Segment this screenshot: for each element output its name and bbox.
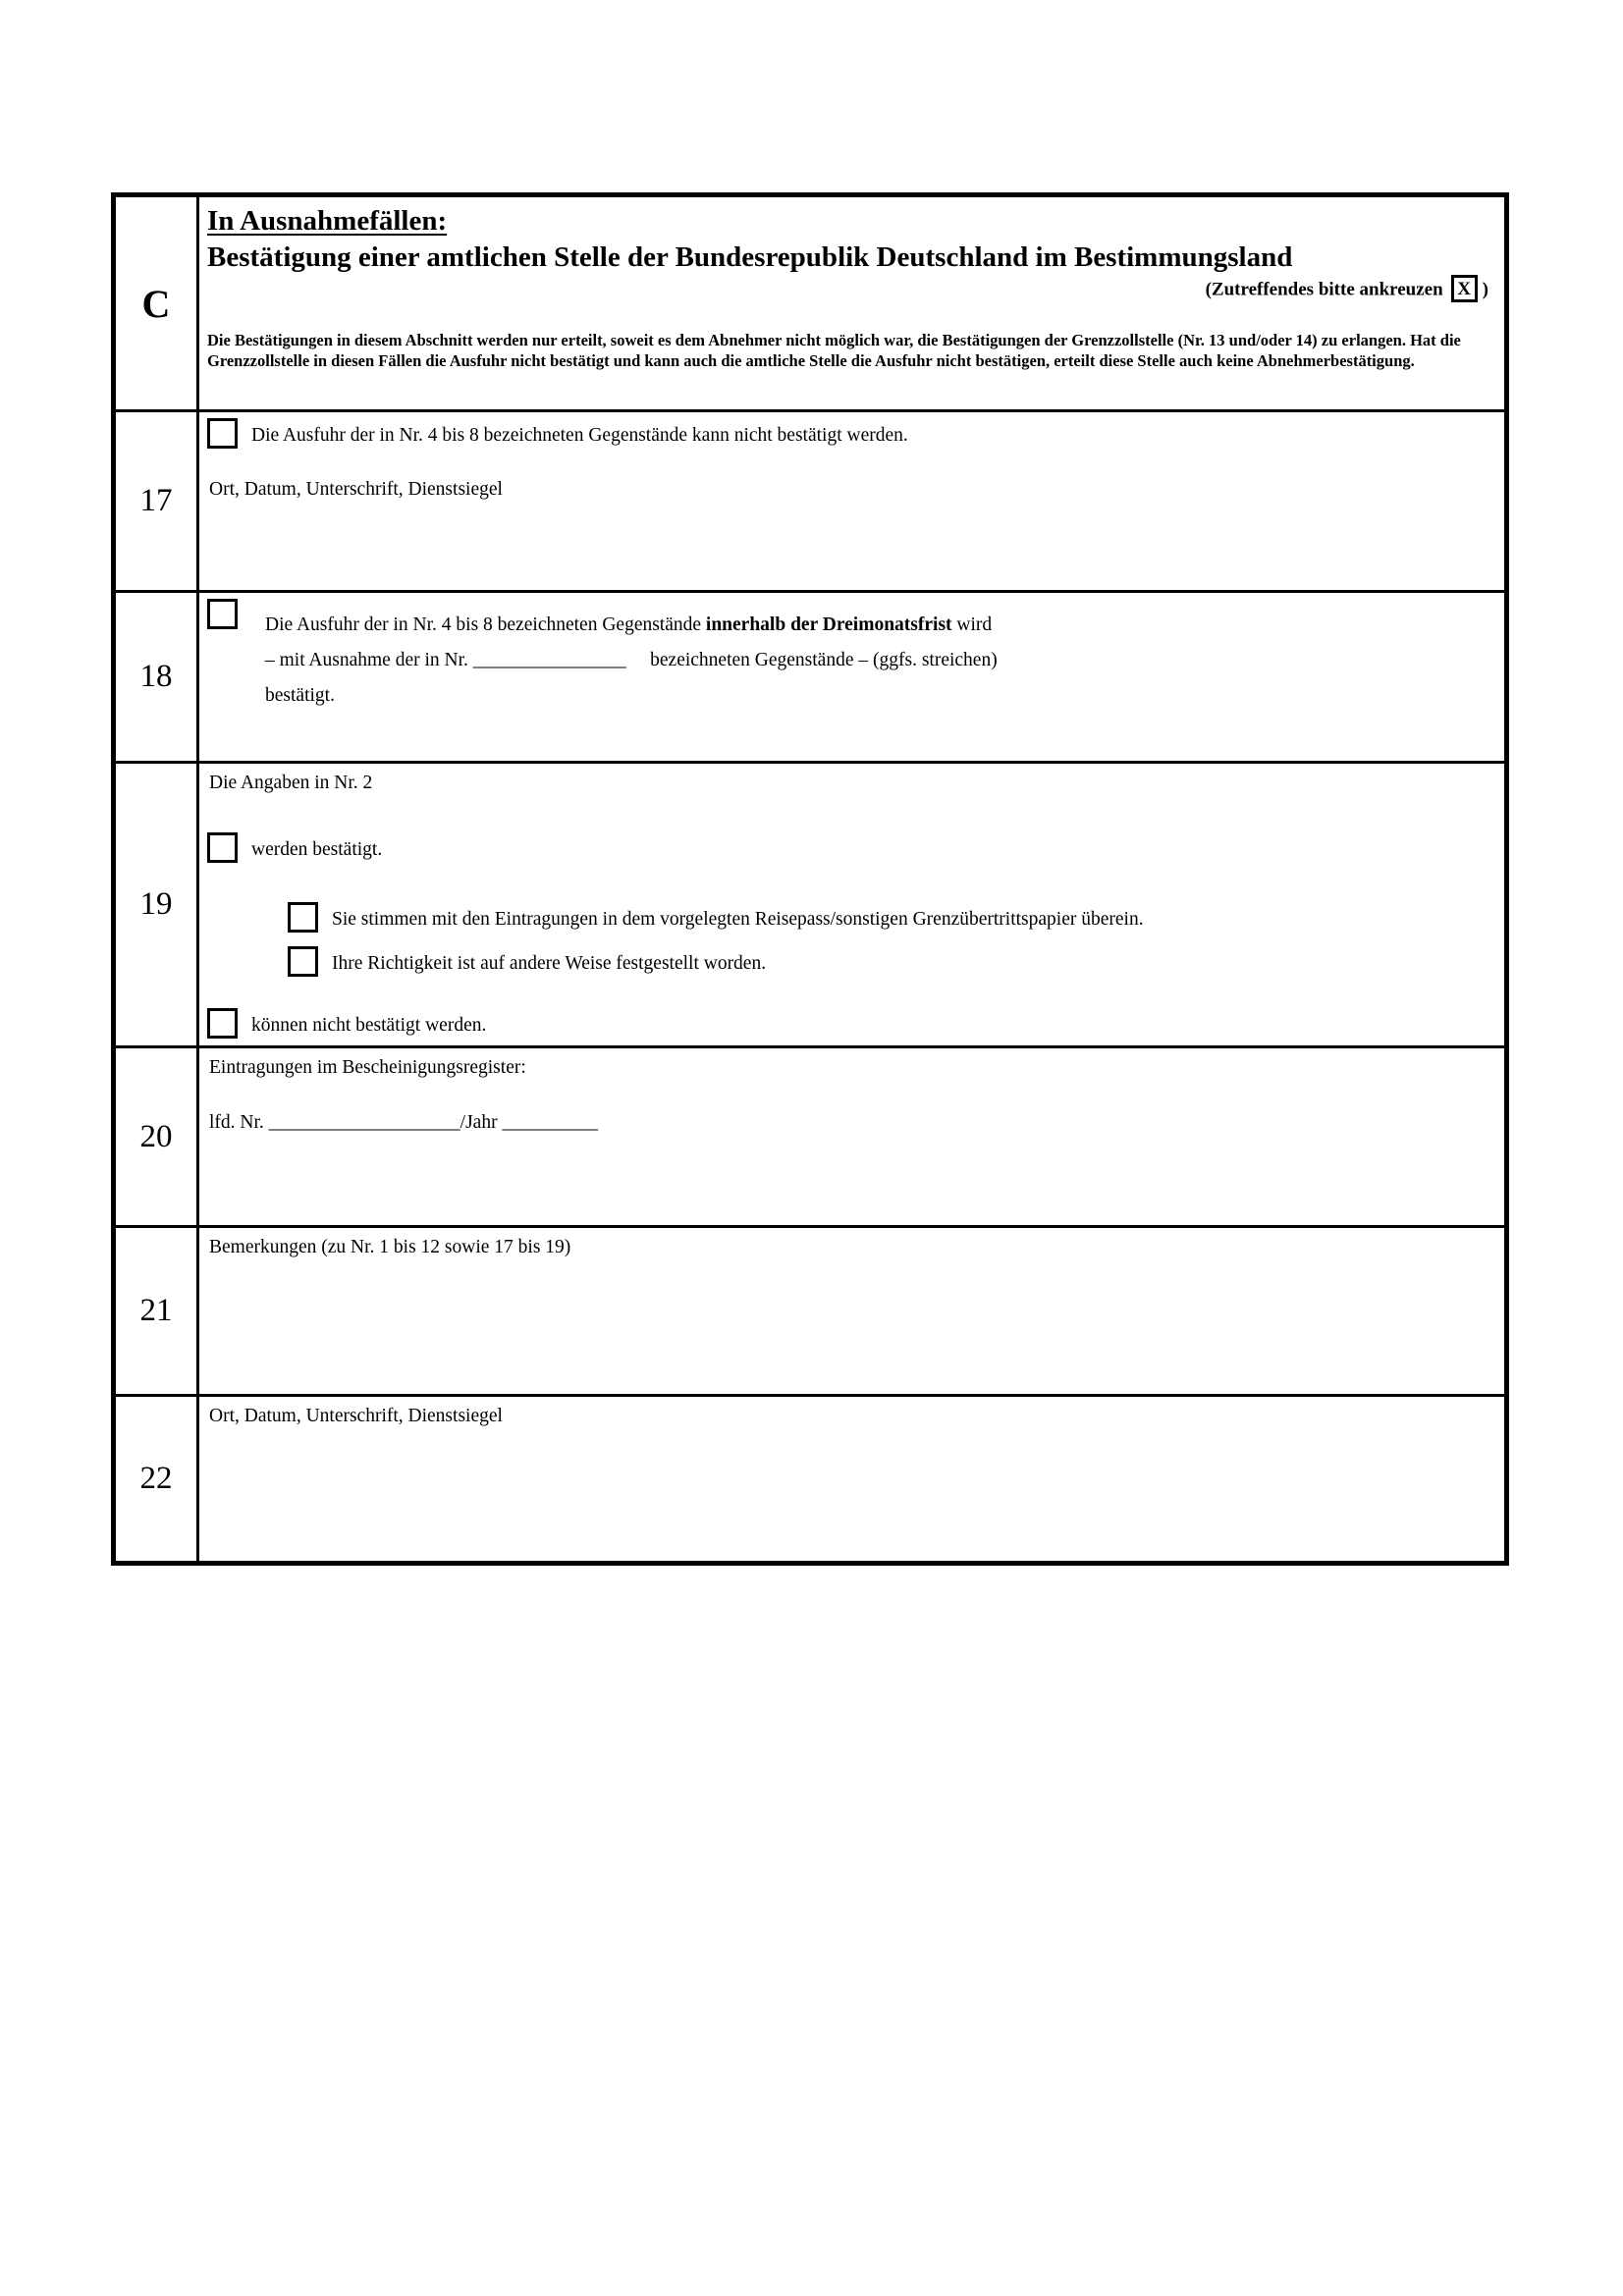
header-row bbox=[116, 197, 1504, 409]
ankreuzen-close-paren: ) bbox=[1482, 279, 1488, 300]
row-21-label: Bemerkungen (zu Nr. 1 bis 12 sowie 17 bis 19) bbox=[209, 1237, 571, 1257]
row-19-option-not-confirmed-label: können nicht bestätigt werden. bbox=[251, 1015, 487, 1037]
row-22-number: 22 bbox=[139, 1461, 173, 1496]
section-letter: C bbox=[141, 281, 171, 326]
section-letter-cell bbox=[116, 197, 199, 409]
row-18-content bbox=[199, 593, 1504, 761]
row-21-number-cell bbox=[116, 1228, 199, 1394]
row-21 bbox=[116, 1225, 1504, 1394]
row-19-content bbox=[199, 764, 1504, 1045]
row-19 bbox=[116, 761, 1504, 1045]
ankreuzen-text: (Zutreffendes bitte ankreuzen bbox=[1205, 279, 1443, 300]
register-number-blank[interactable]: lfd. Nr. ____________________/Jahr __________ bbox=[209, 1112, 598, 1134]
row-18-text-lines bbox=[251, 605, 998, 712]
row-17-checkbox-label: Die Ausfuhr der in Nr. 4 bis 8 bezeichneten Gegenstände kann nicht bestätigt werden. bbox=[251, 425, 908, 446]
row-19-option-confirmed-label: werden bestätigt. bbox=[251, 839, 383, 861]
row-17-signature-label: Ort, Datum, Unterschrift, Dienstsiegel bbox=[209, 479, 503, 500]
checkbox-export-not-confirmed[interactable] bbox=[207, 418, 238, 449]
row-20-content bbox=[199, 1048, 1504, 1225]
row-19-option-passport bbox=[288, 902, 1490, 933]
header-title-line2: Bestätigung einer amtlichen Stelle der Bundesrepublik Deutschland im Bestimmungsland bbox=[207, 241, 1293, 274]
ankreuzen-instruction bbox=[207, 277, 1490, 304]
row-19-option-confirmed bbox=[207, 832, 1490, 863]
row-19-option-not-confirmed bbox=[207, 1008, 1490, 1039]
row-19-option-passport-label: Sie stimmen mit den Eintragungen in dem vorgelegten Reisepass/sonstigen Grenzübertrittspapier überein. bbox=[332, 909, 1144, 931]
checkbox-export-confirmed[interactable] bbox=[207, 599, 238, 629]
row-18-line1 bbox=[265, 611, 998, 640]
row-18-number: 18 bbox=[139, 659, 173, 694]
checkbox-other-verification[interactable] bbox=[288, 946, 318, 977]
row-18-line1-suffix: wird bbox=[951, 614, 993, 635]
row-18-line3: bestätigt. bbox=[265, 685, 335, 707]
row-18-exception-blank[interactable]: – mit Ausnahme der in Nr. ________________ bezeichneten Gegenstände – (ggfs. streichen) bbox=[265, 650, 998, 671]
row-18 bbox=[116, 590, 1504, 761]
row-22-content[interactable] bbox=[199, 1397, 1504, 1561]
row-19-option-other-label: Ihre Richtigkeit ist auf andere Weise festgestellt worden. bbox=[332, 953, 767, 975]
row-21-content[interactable] bbox=[199, 1228, 1504, 1394]
header-title-line1: In Ausnahmefällen: bbox=[207, 205, 448, 237]
row-20-label: Eintragungen im Bescheinigungsregister: bbox=[209, 1057, 526, 1078]
header-content bbox=[199, 197, 1504, 409]
row-18-check-line bbox=[207, 599, 1490, 712]
row-18-line1-bold: innerhalb der Dreimonatsfrist bbox=[705, 614, 952, 635]
checkbox-details-not-confirmed[interactable] bbox=[207, 1008, 238, 1039]
row-17 bbox=[116, 409, 1504, 590]
checkbox-details-confirmed[interactable] bbox=[207, 832, 238, 863]
row-17-number: 17 bbox=[139, 483, 173, 518]
row-21-number: 21 bbox=[139, 1293, 173, 1328]
row-18-line1-prefix: Die Ausfuhr der in Nr. 4 bis 8 bezeichneten Gegenstände bbox=[265, 614, 706, 635]
row-20 bbox=[116, 1045, 1504, 1225]
row-22 bbox=[116, 1394, 1504, 1561]
section-c-table bbox=[111, 192, 1509, 1566]
ankreuzen-x-box: X bbox=[1451, 275, 1478, 302]
row-17-number-cell bbox=[116, 412, 199, 590]
row-19-intro: Die Angaben in Nr. 2 bbox=[209, 773, 373, 793]
row-19-number-cell bbox=[116, 764, 199, 1045]
header-note: Die Bestätigungen in diesem Abschnitt werden nur erteilt, soweit es dem Abnehmer nicht möglich war, die Bestätigungen der Grenzzollstelle (Nr. 13 und/oder 14) zu erlangen. Hat die Grenzzollstelle in diesen Fällen die Ausfuhr nicht bestätigt und kann auch die amtliche Stelle die Ausfuhr nicht bestätigen, erteilt diese Stelle auch keine Abnehmerbestätigung. bbox=[207, 330, 1461, 370]
row-17-check-line bbox=[207, 418, 1490, 449]
row-22-label: Ort, Datum, Unterschrift, Dienstsiegel bbox=[209, 1406, 503, 1426]
row-22-number-cell bbox=[116, 1397, 199, 1561]
row-19-option-other bbox=[288, 946, 1490, 977]
checkbox-passport-match[interactable] bbox=[288, 902, 318, 933]
row-18-number-cell bbox=[116, 593, 199, 761]
row-20-number-cell bbox=[116, 1048, 199, 1225]
row-19-number: 19 bbox=[139, 886, 173, 922]
row-17-content bbox=[199, 412, 1504, 590]
row-20-number: 20 bbox=[139, 1118, 173, 1154]
